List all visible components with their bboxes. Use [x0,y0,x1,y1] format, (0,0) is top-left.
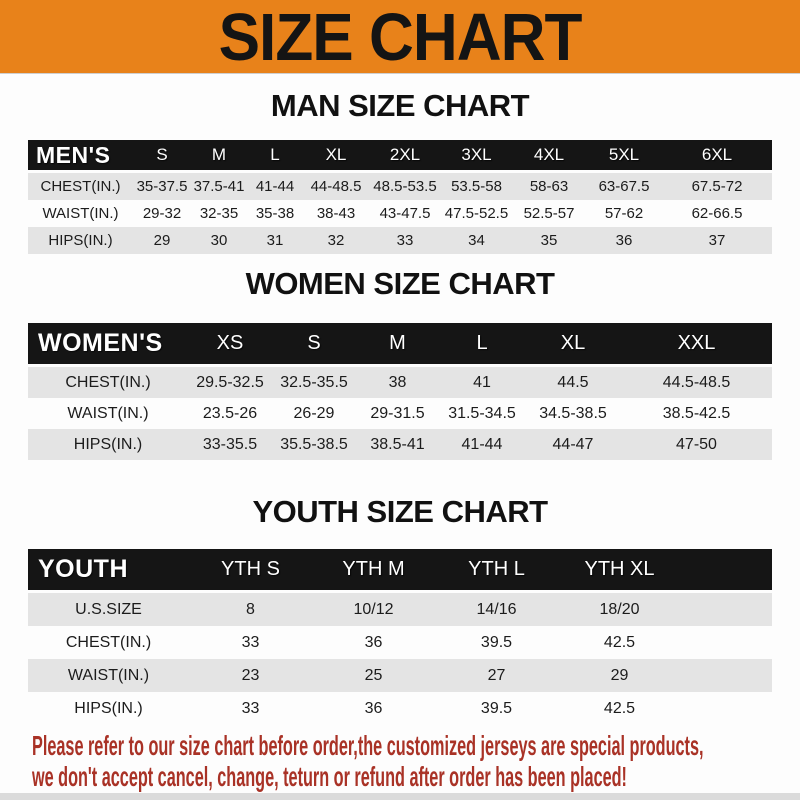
value-cell: 43-47.5 [369,200,441,227]
spacer-cell [681,659,772,692]
value-cell: 38.5-42.5 [621,398,772,429]
value-cell: 62-66.5 [662,200,772,227]
value-cell: 32 [303,227,369,254]
value-cell: 35.5-38.5 [272,429,356,460]
spacer-cell [681,626,772,659]
section-women [0,267,800,460]
women-section-heading: WOMEN SIZE CHART [245,266,555,301]
value-cell: 23 [189,659,312,692]
column-header: YTH L [435,549,558,592]
row-label-cell: CHEST(IN.) [28,626,189,659]
table-row [28,366,772,399]
column-header: XL [303,140,369,172]
value-cell: 44-47 [525,429,621,460]
page-title: SIZE CHART [218,0,582,74]
column-header: XXL [621,323,772,366]
value-cell: 52.5-57 [512,200,586,227]
value-cell: 47.5-52.5 [441,200,512,227]
value-cell: 35-38 [247,200,303,227]
value-cell: 35 [512,227,586,254]
value-cell: 35-37.5 [133,172,191,201]
table-row [28,692,772,725]
column-header: 2XL [369,140,441,172]
value-cell: 37 [662,227,772,254]
value-cell: 39.5 [435,692,558,725]
order-notice-line-1: Please refer to our size chart before order,the customized jerseys are special products, [32,730,704,761]
value-cell: 29-31.5 [356,398,439,429]
spacer-cell [681,692,772,725]
section-youth [0,495,800,725]
column-header: L [439,323,525,366]
value-cell: 42.5 [558,692,681,725]
value-cell: 29.5-32.5 [188,366,272,399]
row-label-cell: HIPS(IN.) [28,227,133,254]
value-cell: 33 [369,227,441,254]
value-cell: 31 [247,227,303,254]
value-cell: 41-44 [247,172,303,201]
value-cell: 36 [312,626,435,659]
value-cell: 36 [312,692,435,725]
value-cell: 41-44 [439,429,525,460]
value-cell: 37.5-41 [191,172,247,201]
women-size-table [28,323,772,460]
table-title-cell: MEN'S [28,140,133,172]
column-header: XS [188,323,272,366]
table-title-cell: YOUTH [28,549,189,592]
column-header: S [272,323,356,366]
value-cell: 32.5-35.5 [272,366,356,399]
value-cell: 10/12 [312,592,435,627]
value-cell: 34 [441,227,512,254]
value-cell: 33 [189,692,312,725]
value-cell: 33-35.5 [188,429,272,460]
value-cell: 57-62 [586,200,662,227]
table-row [28,172,772,201]
value-cell: 32-35 [191,200,247,227]
column-header: 3XL [441,140,512,172]
value-cell: 14/16 [435,592,558,627]
spacer-cell [681,549,772,592]
value-cell: 25 [312,659,435,692]
value-cell: 48.5-53.5 [369,172,441,201]
value-cell: 30 [191,227,247,254]
value-cell: 29-32 [133,200,191,227]
value-cell: 33 [189,626,312,659]
value-cell: 27 [435,659,558,692]
row-label-cell: CHEST(IN.) [28,366,188,399]
row-label-cell: WAIST(IN.) [28,200,133,227]
table-header-row [28,549,772,592]
column-header: 4XL [512,140,586,172]
column-header: YTH XL [558,549,681,592]
section-man [0,89,800,254]
table-row [28,592,772,627]
table-row [28,659,772,692]
table-row [28,429,772,460]
value-cell: 39.5 [435,626,558,659]
order-notice-line-2: we don't accept cancel, change, teturn or refund after order has been placed! [32,761,627,792]
column-header: 5XL [586,140,662,172]
value-cell: 8 [189,592,312,627]
value-cell: 38.5-41 [356,429,439,460]
table-header-row [28,323,772,366]
spacer-cell [681,592,772,627]
order-notice [32,730,800,792]
row-label-cell: HIPS(IN.) [28,429,188,460]
value-cell: 38-43 [303,200,369,227]
row-label-cell: WAIST(IN.) [28,659,189,692]
column-header: 6XL [662,140,772,172]
value-cell: 26-29 [272,398,356,429]
value-cell: 58-63 [512,172,586,201]
row-label-cell: CHEST(IN.) [28,172,133,201]
column-header: YTH M [312,549,435,592]
value-cell: 47-50 [621,429,772,460]
value-cell: 34.5-38.5 [525,398,621,429]
column-header: M [356,323,439,366]
table-row [28,398,772,429]
table-title-cell: WOMEN'S [28,323,188,366]
man-section-heading: MAN SIZE CHART [270,88,530,123]
column-header: M [191,140,247,172]
value-cell: 63-67.5 [586,172,662,201]
value-cell: 31.5-34.5 [439,398,525,429]
column-header: S [133,140,191,172]
value-cell: 36 [586,227,662,254]
row-label-cell: WAIST(IN.) [28,398,188,429]
table-row [28,626,772,659]
table-row [28,227,772,254]
value-cell: 44.5 [525,366,621,399]
table-row [28,200,772,227]
men-size-table [28,140,772,254]
column-header: YTH S [189,549,312,592]
youth-section-heading: YOUTH SIZE CHART [252,494,548,529]
value-cell: 53.5-58 [441,172,512,201]
value-cell: 44.5-48.5 [621,366,772,399]
value-cell: 23.5-26 [188,398,272,429]
value-cell: 41 [439,366,525,399]
column-header: XL [525,323,621,366]
value-cell: 44-48.5 [303,172,369,201]
column-header: L [247,140,303,172]
value-cell: 18/20 [558,592,681,627]
value-cell: 38 [356,366,439,399]
value-cell: 42.5 [558,626,681,659]
youth-size-table [28,549,772,725]
value-cell: 67.5-72 [662,172,772,201]
table-header-row [28,140,772,172]
row-label-cell: HIPS(IN.) [28,692,189,725]
row-label-cell: U.S.SIZE [28,592,189,627]
value-cell: 29 [133,227,191,254]
value-cell: 29 [558,659,681,692]
banner [0,0,800,74]
bottom-strip [0,793,800,800]
